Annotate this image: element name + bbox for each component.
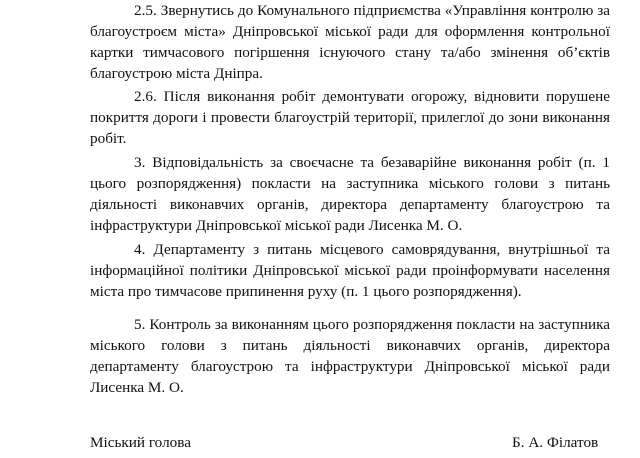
signature-name: Б. А. Філатов: [512, 434, 599, 451]
paragraph-5: 5. Контроль за виконанням цього розпорядження покласти на заступника міського голови з питань діяльності виконавчих органів, директора департаменту благоустрою та інфраструктури Дніпровської міської ради Лисенка М. О.: [90, 316, 610, 396]
paragraph-4: 4. Департаменту з питань місцевого самоврядування, внутрішньої та інформаційної політики Дніпровської міської ради проінформувати населення міста про тимчасове припинення руху (п. 1 цього розпорядження).: [90, 241, 610, 300]
paragraph-2-6: 2.6. Після виконання робіт демонтувати огорожу, відновити порушене покриття дороги і провести благоустрій території, прилеглої до зони виконання робіт.: [90, 88, 610, 147]
signature-position: Міський голова: [90, 434, 191, 451]
paragraph-3: 3. Відповідальність за своєчасне та безаварійне виконання робіт (п. 1 цього розпорядження) покласти на заступника міського голови з питань діяльності виконавчих органів, директора департаменту благоустрою та інфраструктури Дніпровської міської ради Лисенка М. О.: [90, 154, 610, 234]
paragraph-2-5: 2.5. Звернутись до Комунального підприємства «Управління контролю за благоустроєм міста» Дніпровської міської ради для оформлення контрольної картки тимчасового погіршення існуючого стану та/або змінення об’єктів благоустрою міста Дніпра.: [90, 2, 610, 82]
